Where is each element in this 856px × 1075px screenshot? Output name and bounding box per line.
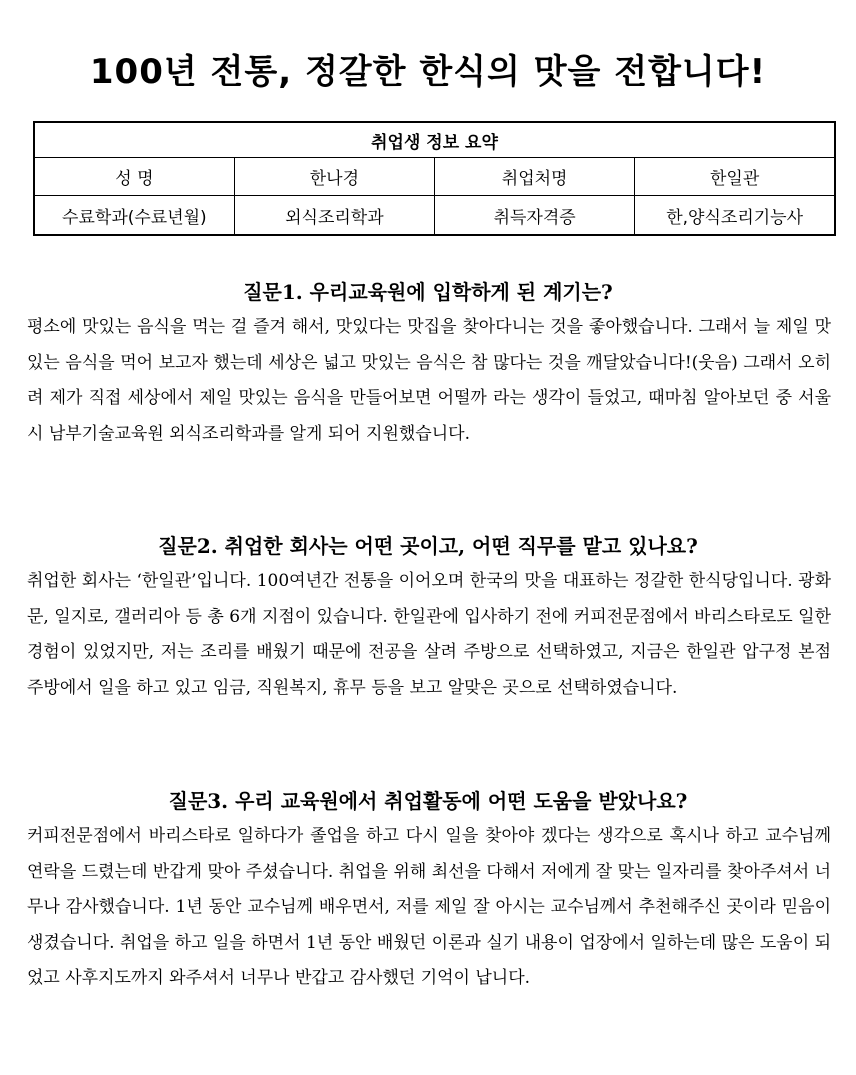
table-header: 취업생 정보 요약: [34, 122, 835, 158]
question-1-heading: 질문1. 우리교육원에 입학하게 된 계기는?: [243, 280, 613, 304]
question-3-heading: 질문3. 우리 교육원에서 취업활동에 어떤 도움을 받았나요?: [168, 789, 688, 813]
question-2-heading: 질문2. 취업한 회사는 어떤 곳이고, 어떤 직무를 맡고 있나요?: [158, 534, 698, 558]
certificate-label-cell: 취득자격증: [435, 196, 635, 236]
certificate-value-cell: 한,양식조리기능사: [635, 196, 835, 236]
answer-2-paragraph: 취업한 회사는 ‘한일관’입니다. 100여년간 전통을 이어오며 한국의 맛을 대표하는 정갈한 한식당입니다. 광화문, 일지로, 갤러리아 등 총 6개 지점이 있습니다. 한일관에 입사하기 전에 커피전문점에서 바리스타로도 일한 경험이 있었지만, 저는 조리를 배웠기 때문에 전공을 살려 주방으로 선택하였고, 지금은 한일관 압구정 본점 주방에서 일을 하고 있고 임금, 직원복지, 휴무 등을 보고 알맞은 곳으로 선택하였습니다.: [27, 571, 831, 698]
page-title: 100년 전통, 정갈한 한식의 맛을 전합니다!: [89, 52, 767, 92]
table-row: [34, 196, 835, 236]
answer-1-paragraph: 평소에 맛있는 음식을 먹는 걸 즐겨 해서, 맛있다는 맛집을 찾아다니는 것을 좋아했습니다. 그래서 늘 제일 맛있는 음식을 먹어 보고자 했는데 세상은 넓고 맛있는 음식은 참 많다는 것을 깨달았습니다!(웃음) 그래서 오히려 제가 직접 세상에서 제일 맛있는 음식을 만들어보면 어떨까 라는 생각이 들었고, 때마침 알아보던 중 서울시 남부기술교육원 외식조리학과를 알게 되어 지원했습니다.: [27, 317, 831, 444]
employer-label-cell: 취업처명: [435, 158, 635, 196]
table-header-row: [34, 122, 835, 158]
name-label-cell: 성 명: [34, 158, 234, 196]
course-label-cell: 수료학과(수료년월): [34, 196, 234, 236]
employer-value-cell: 한일관: [635, 158, 835, 196]
course-value-cell: 외식조리학과: [234, 196, 434, 236]
name-value-cell: 한나경: [234, 158, 434, 196]
graduate-summary-table: [33, 121, 836, 236]
answer-3-paragraph: 커피전문점에서 바리스타로 일하다가 졸업을 하고 다시 일을 찾아야 겠다는 생각으로 혹시나 하고 교수님께 연락을 드렸는데 반갑게 맞아 주셨습니다. 취업을 위해 최선을 다해서 저에게 잘 맞는 일자리를 찾아주셔서 너무나 감사했습니다. 1년 동안 교수님께 배우면서, 저를 제일 잘 아시는 교수님께서 추천해주신 곳이라 믿음이 생겼습니다. 취업을 하고 일을 하면서 1년 동안 배웠던 이론과 실기 내용이 업장에서 일하는데 많은 도움이 되었고 사후지도까지 와주셔서 너무나 반갑고 감사했던 기억이 납니다.: [27, 826, 831, 988]
table-row: [34, 158, 835, 196]
